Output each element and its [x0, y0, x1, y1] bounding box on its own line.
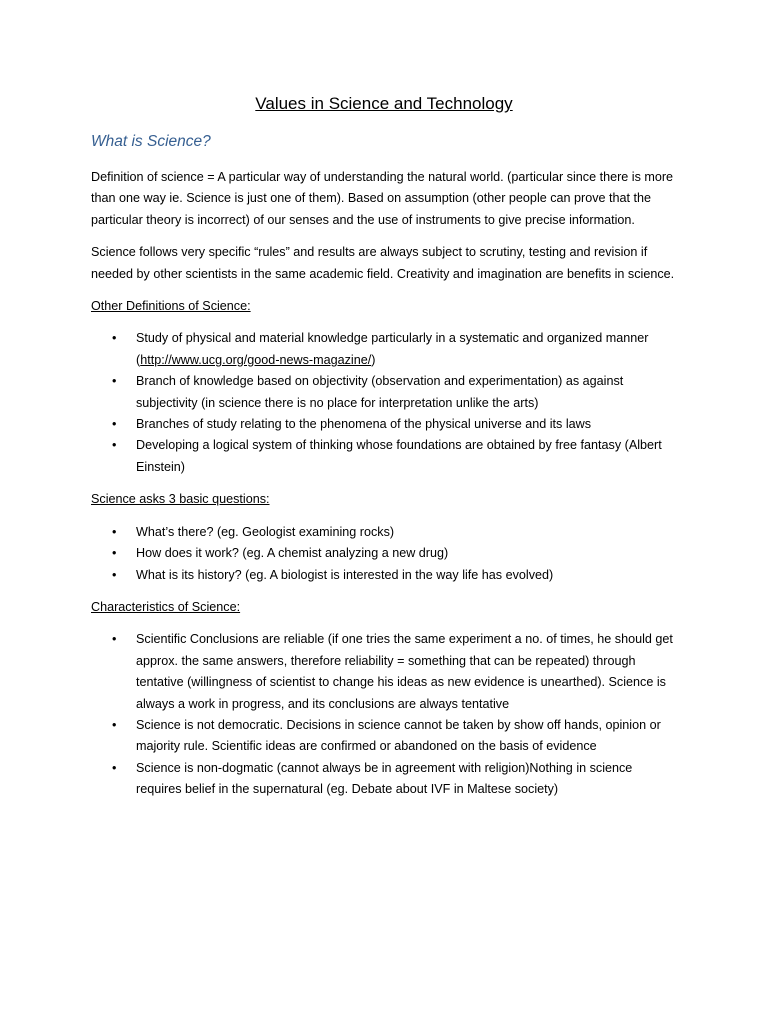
list-item [91, 414, 681, 435]
document-title: Values in Science and Technology [255, 94, 513, 113]
list-item-text: Developing a logical system of thinking whose foundations are obtained by free fantasy (Albert Einstein) [136, 438, 662, 474]
characteristics-list [91, 629, 681, 800]
list-item-text: What is its history? (eg. A biologist is interested in the way life has evolved) [136, 567, 554, 582]
list-item-text: How does it work? (eg. A chemist analyzing a new drug) [136, 546, 449, 561]
bullet-icon: • [112, 374, 117, 389]
list-item [91, 328, 681, 371]
list-item [91, 629, 681, 715]
list-item-text: Branch of knowledge based on objectivity (observation and experimentation) as against subjectivity (in science there is no place for interpretation unlike the arts) [136, 374, 624, 410]
bullet-icon: • [112, 524, 117, 539]
list-item-text: Branches of study relating to the phenomena of the physical universe and its laws [136, 417, 592, 432]
bullet-icon: • [112, 546, 117, 561]
section-heading: What is Science? [91, 133, 211, 150]
list-item-text: Scientific Conclusions are reliable (if one tries the same experiment a no. of times, he should get approx. the same answers, therefore reliability = something that can be repeated) through tentative (willingness of scientist to change his ideas as new evidence is unearthed). Science is always a work in progress, and its conclusions are always tentative [136, 632, 673, 711]
bullet-icon: • [112, 632, 117, 647]
list-item [91, 715, 681, 758]
list-item [91, 758, 681, 801]
document-body [91, 167, 681, 812]
bullet-icon: • [112, 331, 117, 346]
basic-questions-list [91, 522, 681, 586]
list-item [91, 543, 681, 564]
bullet-icon: • [112, 760, 117, 775]
bullet-icon: • [112, 717, 117, 732]
list-item [91, 371, 681, 414]
basic-questions-heading: Science asks 3 basic questions: [91, 492, 270, 507]
list-item [91, 565, 681, 586]
other-definitions-list [91, 328, 681, 478]
rules-paragraph: Science follows very specific “rules” and results are always subject to scrutiny, testing and revision if needed by other scientists in the same academic field. Creativity and imagination are benefits in science. [91, 245, 675, 281]
list-item-text: Science is not democratic. Decisions in science cannot be taken by show off hands, opinion or majority rule. Scientific ideas are confirmed or abandoned on the basis of evidence [136, 717, 661, 754]
definition-paragraph: Definition of science = A particular way of understanding the natural world. (particular since there is more than one way ie. Science is just one of them). Based on assumption (other people can prove that the particular theory is incorrect) of our senses and the use of instruments to give precise information. [91, 170, 674, 227]
list-item [91, 435, 681, 478]
list-item-text: Science is non-dogmatic (cannot always be in agreement with religion)Nothing in science requires belief in the supernatural (eg. Debate about IVF in Maltese society) [136, 760, 633, 797]
bullet-icon: • [112, 438, 117, 453]
list-item-text: What’s there? (eg. Geologist examining rocks) [136, 524, 395, 539]
characteristics-heading: Characteristics of Science: [91, 599, 241, 614]
list-item-text-suffix: ) [371, 352, 376, 367]
list-item-text: Study of physical and material knowledge particularly in a systematic and organized manner ( [136, 331, 649, 367]
bullet-icon: • [112, 567, 117, 582]
bullet-icon: • [112, 417, 117, 432]
magazine-link[interactable]: http://www.ucg.org/good-news-magazine/ [140, 352, 372, 367]
other-definitions-heading: Other Definitions of Science: [91, 299, 251, 314]
list-item [91, 522, 681, 543]
